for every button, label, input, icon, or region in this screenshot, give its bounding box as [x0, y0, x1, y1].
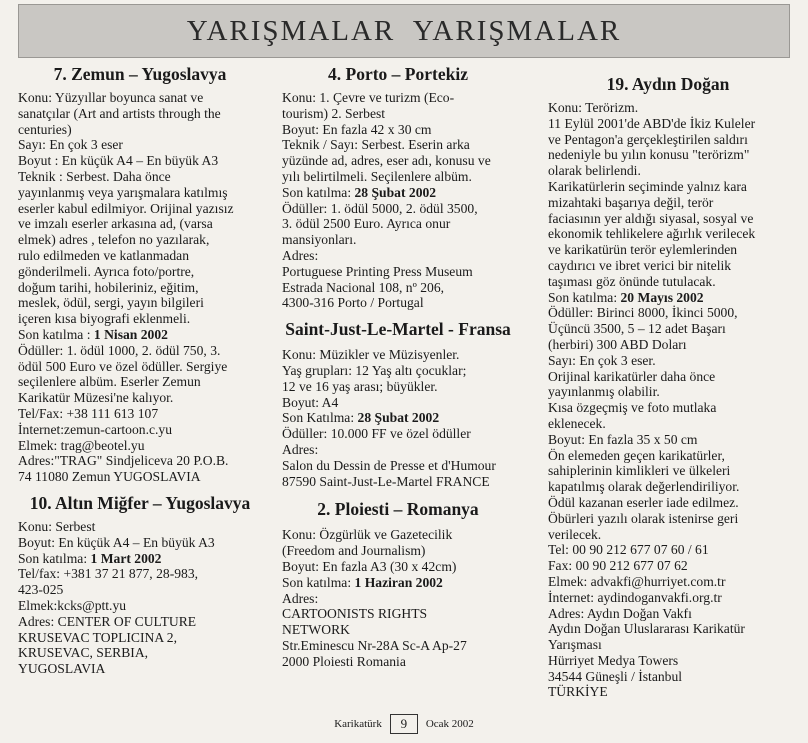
deadline-value: 28 Şubat 2002 [354, 184, 437, 200]
text-line: tourism) 2. Serbest [282, 105, 386, 121]
text-line: eklenecek. [548, 415, 606, 431]
text-line: rulo edilmeden ve katlanmadan [18, 247, 189, 263]
banner-title: YARIŞMALAR YARIŞMALAR [186, 14, 622, 47]
text-line: Konu: Müzikler ve Müzisyenler. [282, 347, 460, 363]
text-line: ve Pentagon'a gerçekleştirilen saldırı [548, 131, 748, 147]
deadline-label: Son katılma : [18, 326, 94, 342]
text-line: Adres: Aydın Doğan Vakfı [548, 605, 692, 621]
text-line: ekonomik tehlikelere ağırlık verilecek [548, 226, 756, 242]
text-line: Adres:"TRAG" Sindjeliceva 20 P.O.B. [18, 453, 229, 469]
altin-migfer-body [18, 519, 262, 677]
text-line: 74 11080 Zemun YUGOSLAVIA [18, 469, 201, 485]
text-line: yüzünde ad, adres, eser adı, konusu ve [282, 153, 491, 169]
text-line: Üçüncü 3500, 5 – 12 adet Başarı [548, 321, 726, 337]
text-line: mizahtaki başarıya değil, terör [548, 194, 714, 210]
text-line: Ödüller: Birinci 8000, İkinci 5000, [548, 305, 738, 321]
issue-date: Ocak 2002 [425, 718, 474, 730]
text-line: caydırıcı ve ibret verici bir nitelik [548, 257, 732, 273]
text-line: Yarışması [548, 637, 602, 653]
text-line: sanatçılar (Art and artists through the [18, 105, 221, 121]
deadline-label: Son katılma: [282, 184, 355, 200]
text-line: NETWORK [282, 622, 350, 638]
text-line: 423-025 [18, 582, 64, 598]
text-line: centuries) [18, 121, 72, 137]
text-line: Adres: CENTER OF CULTURE [18, 613, 197, 629]
text-line: yayınlanmış veya yarışmalara katılmış [18, 184, 228, 200]
text-line: Hürriyet Medya Towers [548, 652, 679, 668]
ploiesti-body [282, 527, 514, 669]
text-line: elmek) adres , telefon no yazılarak, [18, 232, 210, 248]
text-line: yılı belirtilmeli. Seçilenlere albüm. [282, 168, 472, 184]
heading-altin-migfer: 10. Altın Miğfer – Yugoslavya [29, 492, 251, 513]
text-line: sahiplerinin kimlikleri ve ülkeleri [548, 463, 731, 479]
text-line: Str.Eminescu Nr-28A Sc-A Ap-27 [282, 637, 467, 653]
text-line: nedeniyle bu yılın konusu "terörizm" [548, 147, 750, 163]
text-line: Ödüller: 10.000 FF ve özel ödüller [282, 426, 471, 442]
text-line: meslek, ödül, sergi, yayın bilgileri [18, 295, 204, 311]
deadline-value: 28 Şubat 2002 [357, 410, 440, 426]
text-line: Boyut: En fazla 42 x 30 cm [282, 121, 432, 137]
text-line: Ödüller: 1. ödül 1000, 2. ödül 750, 3. [18, 342, 221, 358]
page-footer [0, 714, 808, 734]
text-line: Yaş grupları: 12 Yaş altı çocuklar; [282, 362, 467, 378]
text-line: Portuguese Printing Press Museum [282, 263, 473, 279]
text-line: CARTOONISTS RIGHTS [282, 606, 428, 622]
text-line: 4300-316 Porto / Portugal [282, 295, 424, 311]
text-line: ve karikatürün terör eylemlerinden [548, 242, 738, 258]
text-line: Tel/fax: +381 37 21 877, 28-983, [18, 566, 199, 582]
deadline-label: Son katılma: [548, 289, 621, 305]
text-line: Tel/Fax: +38 111 613 107 [18, 405, 159, 421]
text-line: (Freedom and Journalism) [282, 543, 426, 559]
text-line: 12 ve 16 yaş arası; büyükler. [282, 378, 438, 394]
text-line: Sayı: En çok 3 eser. [548, 352, 656, 368]
text-line: ve imzalı eserler arkasına ad, (varsa [18, 216, 213, 232]
text-line: Elmek: trag@beotel.yu [18, 437, 145, 453]
text-line: 3. ödül 2500 Euro. Ayrıca onur [282, 216, 451, 232]
text-line: Adres: [282, 441, 319, 457]
text-line: Fax: 00 90 212 677 07 62 [548, 558, 688, 574]
deadline-value: 20 Mayıs 2002 [620, 289, 704, 305]
text-line: Sayı: En çok 3 eser [18, 137, 123, 153]
text-line: 2000 Ploiesti Romania [282, 653, 406, 669]
text-line: Konu: Yüzyıllar boyunca sanat ve [18, 90, 204, 105]
text-line: Boyut : En küçük A4 – En büyük A3 [18, 153, 219, 169]
text-line: verilecek. [548, 526, 602, 542]
text-line: ödül 500 Euro ve özel ödüller. Sergiye [18, 358, 228, 374]
text-line: Konu: Serbest [18, 518, 96, 534]
text-line: Konu: 1. Çevre ve turizm (Eco- [282, 90, 455, 105]
text-line: Boyut: En küçük A4 – En büyük A3 [18, 534, 215, 550]
heading-ploiesti: 2. Ploiesti – Romanya [317, 499, 479, 520]
text-line: Boyut: A4 [282, 394, 339, 410]
deadline-value: 1 Mart 2002 [90, 550, 162, 566]
text-line: KRUSEVAC, SERBIA, [18, 645, 149, 661]
text-line: eserler kabul edilmiyor. Orijinal yazısız [18, 200, 234, 216]
text-line: faciasının yer aldığı siyasal, sosyal ve [548, 210, 754, 226]
text-line: Orijinal karikatürler daha önce [548, 368, 716, 384]
text-line: mansiyonları. [282, 232, 357, 248]
heading-zemun: 7. Zemun – Yugoslavya [53, 64, 227, 84]
saint-just-body [282, 347, 514, 489]
text-line: Ön elemeden geçen karikatürler, [548, 447, 725, 463]
deadline-line [282, 185, 514, 201]
text-line: İnternet:zemun-cartoon.c.yu [18, 421, 172, 437]
text-line: kapatılmış olarak değerlendiriliyor. [548, 479, 740, 495]
text-line: Elmek: advakfi@hurriyet.com.tr [548, 573, 726, 589]
heading-porto: 4. Porto – Portekiz [328, 64, 468, 84]
column-3 [548, 62, 788, 700]
page-number: 9 [390, 714, 418, 734]
text-line: içeren kısa biyografi eklenmeli. [18, 311, 191, 327]
text-line: 11 Eylül 2001'de ABD'de İkiz Kuleler [548, 115, 756, 131]
text-line: Konu: Terörizm. [548, 100, 639, 115]
text-line: Aydın Doğan Uluslararası Karikatür [548, 621, 745, 637]
zemun-body [18, 90, 262, 485]
text-line: Kısa özgeçmiş ve foto mutlaka [548, 400, 717, 416]
deadline-line [548, 290, 788, 306]
text-line: Salon du Dessin de Presse et d'Humour [282, 457, 496, 473]
text-line: Boyut: En fazla A3 (30 x 42cm) [282, 558, 457, 574]
aydin-dogan-body [548, 100, 788, 700]
text-line: 34544 Güneşli / İstanbul [548, 668, 683, 684]
text-line: İnternet: aydindoganvakfi.org.tr [548, 589, 722, 605]
column-2 [282, 62, 514, 670]
text-line: Ödüller: 1. ödül 5000, 2. ödül 3500, [282, 200, 478, 216]
deadline-value: 1 Haziran 2002 [354, 574, 443, 590]
porto-body [282, 90, 514, 311]
text-line: Estrada Nacional 108, nº 206, [282, 279, 445, 295]
text-line: gönderilmeli. Ayrıca foto/portre, [18, 263, 195, 279]
text-line: Boyut: En fazla 35 x 50 cm [548, 431, 698, 447]
text-line: Adres: [282, 590, 319, 606]
deadline-label: Son katılma: [282, 574, 355, 590]
text-line: seçilenlere albüm. Eserler Zemun [18, 374, 201, 390]
text-line: Ödül kazanan eserler iade edilmez. [548, 494, 739, 510]
text-line: Elmek:kcks@ptt.yu [18, 597, 127, 613]
deadline-label: Son Katılma: [282, 410, 358, 426]
text-line: TÜRKİYE [548, 684, 608, 700]
text-line: (herbiri) 300 ABD Doları [548, 336, 687, 352]
deadline-value: 1 Nisan 2002 [93, 326, 168, 342]
text-line: taşıması göz önünde tutulacak. [548, 273, 716, 289]
magazine-name: Karikatürk [334, 718, 382, 730]
text-line: yayınlanmış olabilir. [548, 384, 660, 400]
deadline-line [18, 327, 262, 343]
text-line: Konu: Özgürlük ve Gazetecilik [282, 527, 453, 543]
text-line: Karikatürlerin seçiminde yalnız kara [548, 178, 747, 194]
deadline-line [282, 575, 514, 591]
text-line: Öbürleri yazılı olarak istenirse geri [548, 510, 739, 526]
heading-saint-just: Saint-Just-Le-Martel - Fransa [285, 319, 511, 340]
text-line: Karikatür Müzesi'ne kalıyor. [18, 390, 174, 406]
text-line: Tel: 00 90 212 677 07 60 / 61 [548, 542, 709, 558]
heading-aydin-dogan: 19. Aydın Doğan [606, 74, 730, 94]
text-line: Teknik / Sayı: Serbest. Eserin arka [282, 137, 470, 153]
deadline-label: Son katılma: [18, 550, 91, 566]
section-banner [18, 4, 790, 58]
text-line: 87590 Saint-Just-Le-Martel FRANCE [282, 473, 490, 489]
text-line: olarak belirlendi. [548, 163, 641, 179]
deadline-line [282, 410, 514, 426]
deadline-line [18, 551, 262, 567]
text-line: Adres: [282, 247, 319, 263]
text-line: Teknik : Serbest. Daha önce [18, 168, 171, 184]
column-1 [18, 62, 262, 677]
text-line: YUGOSLAVIA [18, 661, 106, 677]
text-line: doğum tarihi, hobileriniz, eğitim, [18, 279, 199, 295]
text-line: KRUSEVAC TOPLICINA 2, [18, 629, 178, 645]
